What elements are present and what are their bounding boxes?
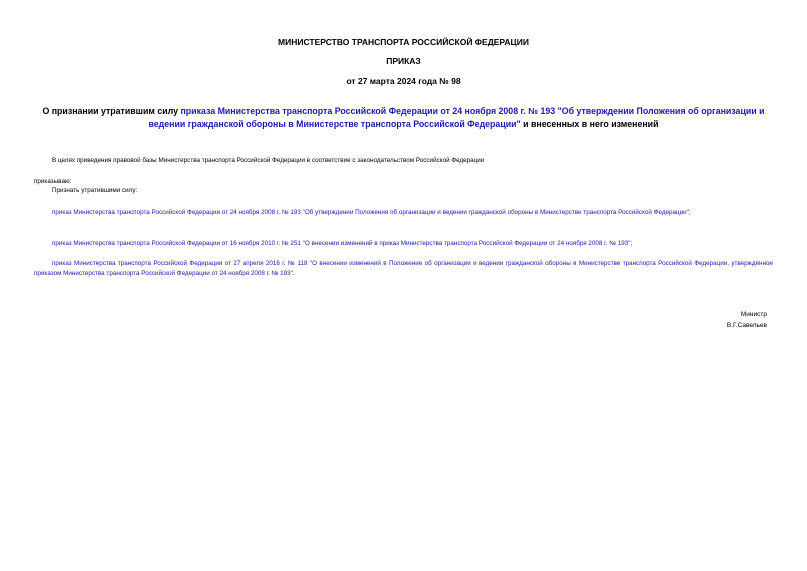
list-item xyxy=(34,208,773,218)
order-link-118[interactable]: приказ Министерства транспорта Российской Федерации от 27 апреля 2016 г. № 118 "О внесении изменений в Положение об организации и ведении гражданской обороны в Министерстве транспорта Российской Федерации, утвержденное приказом Министерства транспорта Российской Федерации от 24 ноября 2008 г. № 193" xyxy=(34,260,773,277)
title-suffix: и внесенных в него изменений xyxy=(520,118,659,129)
order-link-251[interactable]: приказ Министерства транспорта Российской Федерации от 16 ноября 2010 г. № 251 "О внесении изменений в приказ Министерства транспорта Российской Федерации от 24 ноября 2008 г. № 193" xyxy=(52,240,631,247)
ministry-heading: МИНИСТЕРСТВО ТРАНСПОРТА РОССИЙСКОЙ ФЕДЕРАЦИИ xyxy=(278,37,529,47)
order-word: приказываю: xyxy=(34,178,72,185)
list-item-tail: . xyxy=(292,269,295,277)
date-number-heading: от 27 марта 2024 года № 98 xyxy=(346,76,461,86)
document-title xyxy=(34,105,773,130)
signature-position: Министр xyxy=(740,311,767,318)
title-order-link[interactable]: приказа Министерства транспорта Российской Федерации от 24 ноября 2008 г. № 193 "Об утверждении Положения об организации и ведении гражданской обороны в Министерстве транспорта Российской Федерации" xyxy=(148,106,765,129)
list-item xyxy=(34,259,773,278)
recognize-paragraph: Признать утратившими силу: xyxy=(52,187,138,194)
signature-name: В.Г.Савельев xyxy=(726,322,767,329)
order-link-193[interactable]: приказ Министерства транспорта Российской Федерации от 24 ноября 2008 г. № 193 "Об утверждении Положения об организации и ведении гражданской обороны в Министерстве транспорта Российской Федерации" xyxy=(52,209,689,216)
document-type-heading: ПРИКАЗ xyxy=(386,56,421,66)
list-item-tail: ; xyxy=(688,209,691,216)
title-prefix: О признании утратившим силу xyxy=(42,106,181,116)
list-item xyxy=(34,239,773,249)
list-item-tail: ; xyxy=(630,240,633,247)
intro-paragraph: В целях приведения правовой базы Министерства транспорта Российской Федерации в соответствие с законодательством Российской Федерации xyxy=(52,157,485,164)
